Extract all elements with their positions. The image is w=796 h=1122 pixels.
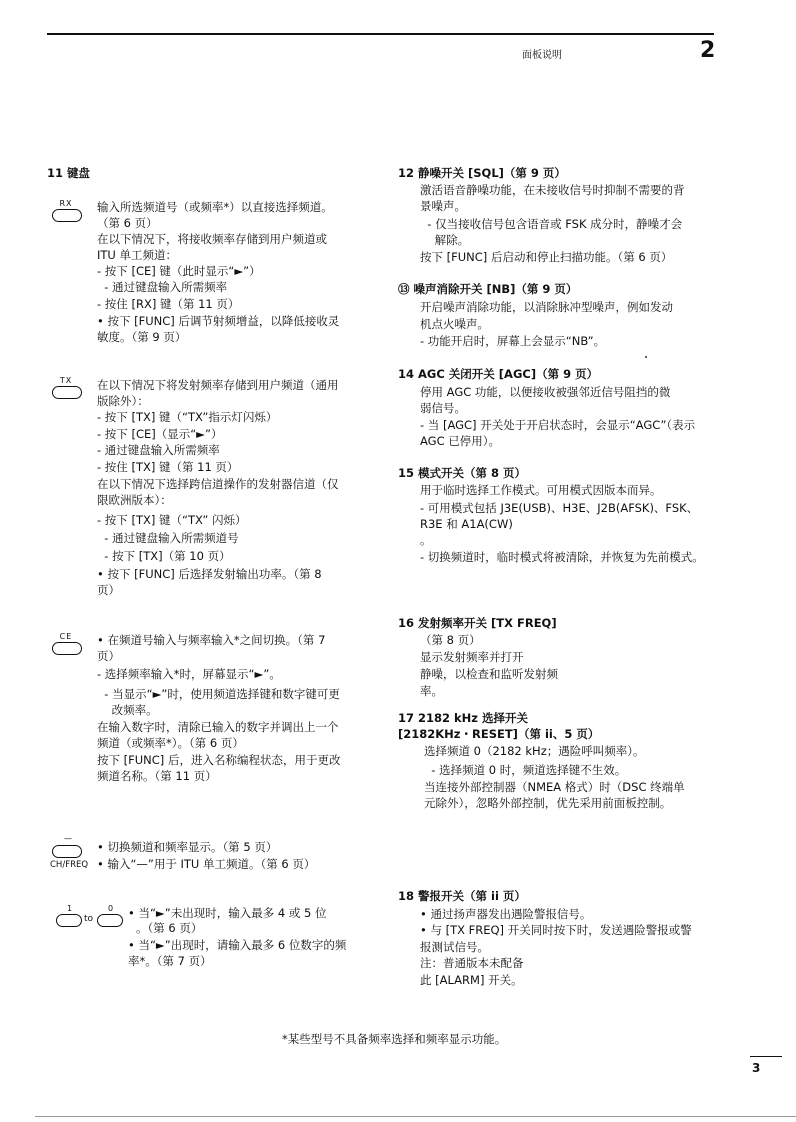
s17-text-1: - 选择频道 0 时，频道选择键不生效。 [424,763,627,777]
s14-text-3: AGC 已停用）。 [420,434,501,448]
ce-text-6: 频道（或频率*）。（第 6 页） [97,736,244,750]
digits-text-1: 。（第 6 页） [136,921,203,935]
ce-key-icon [50,632,82,656]
section-17-title: 17 2182 kHz 选择开关 [398,711,528,725]
ch-freq-key-dash: — [64,834,72,843]
rx-text-4: - 按下 [CE] 键（此时显示“►”） [97,264,261,278]
rx-text-8: 敏度。（第 9 页） [97,330,187,344]
section-18-title: 18 警报开关（第 ii 页） [398,889,526,903]
section-16-title: 16 发射频率开关 [TX FREQ] [398,616,557,630]
tx-text-7: 限欧洲版本）： [97,493,172,507]
rx-text-3: ITU 单工频道： [97,248,177,262]
bottom-rule [35,1116,796,1117]
tx-text-3: - 按下 [CE]（显示“►”） [97,427,223,441]
s15-text-3: 。 [420,533,432,547]
s15-text-2: R3E 和 A1A(CW) [420,517,513,531]
stray-dot [645,356,647,358]
s12-text-0: 激活语音静噪功能，在未接收信号时抑制不需要的背 [420,183,685,197]
ce-text-1: 页） [97,649,120,663]
s15-text-1: - 可用模式包括 J3E(USB)、H3E、J2B(AFSK)、FSK、 [420,501,699,515]
tx-text-11: • 按下 [FUNC] 后选择发射输出功率。（第 8 [97,567,322,581]
digit-1-key-label: 1 [66,904,74,913]
tx-key-icon [50,376,82,400]
tx-text-4: - 通过键盘输入所需频率 [97,443,220,457]
chfreq-text-1: • 输入“—”用于 ITU 单工频道。（第 6 页） [97,857,316,871]
digit-0-key-icon [96,904,126,928]
section-13-title: ⑬ 噪声消除开关 [NB]（第 9 页） [398,282,578,296]
s17-text-3: 元除外），忽略外部控制，优先采用前面板控制。 [424,796,672,810]
tx-text-12: 页） [97,583,120,597]
tx-text-5: - 按住 [TX] 键（第 11 页） [97,460,239,474]
ce-key-label: CE [59,632,73,641]
s15-text-4: - 切换频道时，临时模式将被清除，并恢复为先前模式。 [420,550,704,564]
s13-text-0: 开启噪声消除功能，以消除脉冲型噪声，例如发动 [420,300,673,314]
ce-text-8: 频道名称。（第 11 页） [97,769,217,783]
s12-text-1: 景噪声。 [420,199,466,213]
rx-text-6: - 按住 [RX] 键（第 11 页） [97,297,240,311]
chfreq-text-0: • 切换频道和频率显示。（第 5 页） [97,840,278,854]
s18-text-1: • 与 [TX FREQ] 开关同时按下时，发送遇险警报或警 [420,923,692,937]
header-label: 面板说明 [522,50,562,61]
s13-text-1: 机点火噪声。 [420,317,489,331]
rx-key-icon [50,199,82,223]
s16-text-1: 显示发射频率并打开 [420,650,524,664]
tx-text-2: - 按下 [TX] 键（“TX”指示灯闪烁） [97,410,278,424]
tx-text-9: - 通过键盘输入所需频道号 [97,531,239,545]
s12-text-4: 按下 [FUNC] 后启动和停止扫描功能。（第 6 页） [420,250,673,264]
header-rule [47,33,714,35]
s12-text-2: - 仅当接收信号包含语音或 FSK 成分时，静噪才会 [420,217,683,231]
s12-text-3: 解除。 [420,233,470,247]
ce-text-2: - 选择频率输入*时，屏幕显示“►”。 [97,667,281,681]
s15-text-0: 用于临时选择工作模式。可用模式因版本而异。 [420,483,662,497]
page-number-rule [750,1056,782,1057]
ce-text-7: 按下 [FUNC] 后，进入名称编程状态，用于更改 [97,753,341,767]
s18-text-4: 此 [ALARM] 开关。 [420,973,523,987]
s16-text-2: 静噪，以检查和监听发射频 [420,667,558,681]
ce-text-5: 在输入数字时，清除已输入的数字并调出上一个 [97,720,339,734]
tx-text-10: - 按下 [TX]（第 10 页） [97,549,231,563]
s14-text-2: - 当 [AGC] 开关处于开启状态时，会显示“AGC”（表示 [420,418,696,432]
s16-text-3: 率。 [420,684,443,698]
s13-text-2: - 功能开启时，屏幕上会显示“NB”。 [420,334,606,348]
s17-text-2: 当连接外部控制器（NMEA 格式）时（DSC 终端单 [424,780,685,794]
s18-text-0: • 通过扬声器发出遇险警报信号。 [420,907,592,921]
footnote: *某些型号不具备频率选择和频率显示功能。 [282,1032,507,1046]
digit-0-key-label: 0 [107,904,115,913]
rx-text-2: 在以下情况下，将接收频率存储到用户频道或 [97,232,327,246]
section-17-subtitle: [2182KHz・RESET]（第 ii、5 页） [398,727,600,741]
rx-key-label: RX [59,199,73,208]
tx-key-label: TX [59,376,73,385]
s18-text-3: 注：普通版本未配备 [420,956,524,970]
s17-text-0: 选择频道 0（2182 kHz；遇险呼叫频率）。 [424,744,645,758]
rx-text-5: - 通过键盘输入所需频率 [97,280,228,294]
page-number: 3 [752,1061,761,1075]
chapter-number: 2 [700,38,716,63]
rx-text-7: • 按下 [FUNC] 后调节射频增益，以降低接收灵 [97,314,340,328]
section-12-title: 12 静噪开关 [SQL]（第 9 页） [398,166,566,180]
section-11-title: 11 键盘 [47,166,91,180]
rx-text-1: （第 6 页） [97,216,158,230]
rx-text-0: 输入所选频道号（或频率*）以直接选择频道。 [97,200,333,214]
section-14-title: 14 AGC 关闭开关 [AGC]（第 9 页） [398,367,599,381]
digits-text-3: 率*。（第 7 页） [128,954,212,968]
digits-text-0: • 当“►”未出现时，输入最多 4 或 5 位 [128,906,327,920]
ch-freq-key-label: CH/FREQ [50,860,89,870]
ce-text-0: • 在频道号输入与频率输入*之间切换。（第 7 [97,633,326,647]
s16-text-0: （第 8 页） [420,633,481,647]
s14-text-0: 停用 AGC 功能，以便接收被强邻近信号阻挡的微 [420,385,671,399]
s14-text-1: 弱信号。 [420,401,466,415]
to-label: to [84,914,94,924]
tx-text-1: 版除外）： [97,394,149,408]
ce-text-4: 改频率。 [97,703,158,717]
tx-text-6: 在以下情况下选择跨信道操作的发射器信道（仅 [97,477,339,491]
s18-text-2: 报测试信号。 [420,940,489,954]
tx-text-8: - 按下 [TX] 键（“TX” 闪烁） [97,513,247,527]
digit-1-key-icon [55,904,85,928]
ce-text-3: - 当显示“►”时，使用频道选择键和数字键可更 [97,687,340,701]
ch-freq-key-icon [50,835,94,875]
digits-text-2: • 当“►”出现时，请输入最多 6 位数字的频 [128,938,347,952]
section-15-title: 15 模式开关（第 8 页） [398,466,527,480]
tx-text-0: 在以下情况下将发射频率存储到用户频道（通用 [97,378,339,392]
